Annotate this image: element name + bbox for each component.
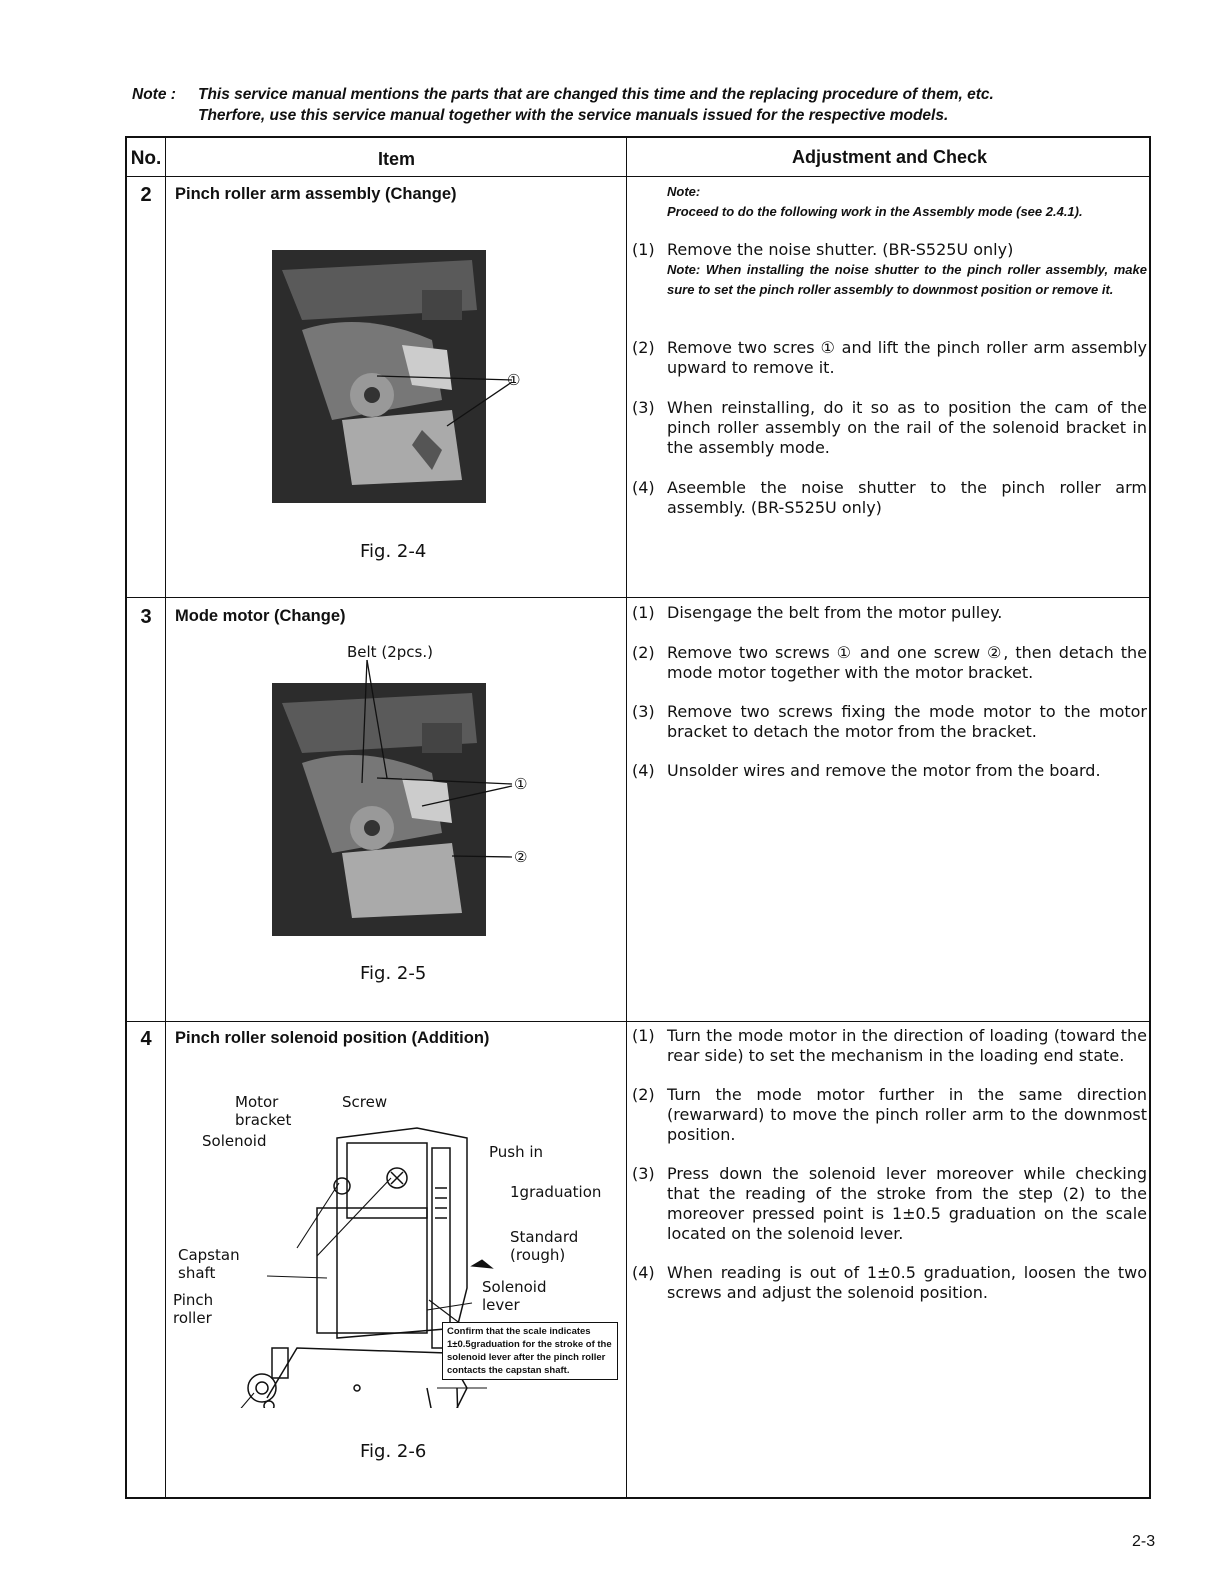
callout-lever: lever bbox=[482, 1296, 520, 1314]
divider-item bbox=[626, 138, 627, 1497]
step-text: Disengage the belt from the motor pulley. bbox=[667, 603, 1003, 622]
step-3 bbox=[632, 702, 1147, 742]
callout-solenoid: Solenoid bbox=[202, 1132, 267, 1150]
callout-bracket: bracket bbox=[235, 1111, 292, 1129]
callout-screw-1: ① bbox=[507, 371, 521, 389]
callout-capstan: Capstan bbox=[178, 1246, 240, 1264]
step-1 bbox=[632, 1026, 1147, 1066]
step-2 bbox=[632, 643, 1147, 683]
header-item: Item bbox=[377, 148, 415, 169]
leader-lines-fig-2-5 bbox=[342, 658, 542, 868]
step-number: (3) bbox=[632, 1164, 655, 1183]
header-divider bbox=[127, 176, 1149, 177]
callout-push-in: Push in bbox=[489, 1143, 544, 1161]
parts-table bbox=[125, 136, 1151, 1499]
note-label: Note : bbox=[132, 86, 176, 103]
callout-standard: Standard bbox=[510, 1228, 579, 1246]
callout-pinch: Pinch bbox=[173, 1291, 214, 1309]
callout-graduation: 1graduation bbox=[510, 1183, 602, 1201]
row-number: 2 bbox=[140, 184, 152, 206]
document-note bbox=[132, 84, 1152, 126]
page-number: 2-3 bbox=[1132, 1533, 1156, 1550]
step-text: Remove two scres ① and lift the pinch roller arm assembly upward to remove it. bbox=[667, 338, 1147, 377]
step-text: Aseemble the noise shutter to the pinch roller arm assembly. (BR-S525U only) bbox=[667, 478, 1147, 517]
assembly-note bbox=[667, 182, 1149, 222]
confirm-box: Confirm that the scale indicates 1±0.5graduation for the stroke of the solenoid lever after the pinch roller contacts the capstan shaft. bbox=[442, 1322, 618, 1380]
step-1 bbox=[632, 240, 1147, 300]
step-4 bbox=[632, 761, 1147, 781]
figure-caption: Fig. 2-6 bbox=[360, 1441, 427, 1462]
step-number: (2) bbox=[632, 643, 655, 662]
assembly-note-label: Note: bbox=[667, 184, 701, 199]
header-no: No. bbox=[130, 148, 162, 169]
step-text: Remove the noise shutter. (BR-S525U only) bbox=[667, 240, 1014, 259]
row-divider-3 bbox=[127, 597, 1149, 598]
step-2 bbox=[632, 1085, 1147, 1145]
row-number: 4 bbox=[140, 1028, 152, 1050]
figure-caption: Fig. 2-4 bbox=[360, 541, 427, 562]
step-number: (2) bbox=[632, 1085, 655, 1104]
step-number: (3) bbox=[632, 702, 655, 721]
assembly-note-text: Proceed to do the following work in the Assembly mode (see 2.4.1). bbox=[667, 204, 1083, 219]
callout-motor: Motor bbox=[235, 1093, 279, 1111]
step-text: Remove two screws fixing the mode motor to the motor bracket to detach the motor from the bracket. bbox=[667, 702, 1147, 741]
item-title: Pinch roller arm assembly (Change) bbox=[175, 185, 457, 203]
row-divider-4 bbox=[127, 1021, 1149, 1022]
callout-rough: (rough) bbox=[510, 1246, 566, 1264]
step-number: (1) bbox=[632, 603, 655, 622]
note-line-2: Therfore, use this service manual together with the service manuals issued for the respective models. bbox=[198, 107, 949, 124]
callout-shaft: shaft bbox=[178, 1264, 216, 1282]
step-3 bbox=[632, 398, 1147, 458]
step-text: Remove two screws ① and one screw ②, then detach the mode motor together with the motor bracket. bbox=[667, 643, 1147, 682]
item-title: Pinch roller solenoid position (Addition) bbox=[175, 1029, 490, 1047]
step-text: When reading is out of 1±0.5 graduation, loosen the two screws and adjust the solenoid position. bbox=[667, 1263, 1147, 1302]
step-number: (4) bbox=[632, 761, 655, 780]
step-text: Turn the mode motor further in the same direction (rewarward) to move the pinch roller arm to the downmost position. bbox=[667, 1085, 1147, 1144]
callout-screw-1: ① bbox=[514, 775, 528, 793]
note-line-1: This service manual mentions the parts that are changed this time and the replacing procedure of them, etc. bbox=[198, 86, 994, 103]
header-adjustment: Adjustment and Check bbox=[791, 146, 988, 167]
step-4 bbox=[632, 1263, 1147, 1303]
step-4 bbox=[632, 478, 1147, 518]
step-subnote: Note: When installing the noise shutter to the pinch roller assembly, make sure to set the pinch roller assembly to downmost position or remove it. bbox=[667, 262, 1147, 297]
step-text: When reinstalling, do it so as to position the cam of the pinch roller assembly on the rail of the solenoid bracket in the assembly mode. bbox=[667, 398, 1147, 457]
step-number: (2) bbox=[632, 338, 655, 357]
item-title: Mode motor (Change) bbox=[175, 607, 346, 625]
divider-no bbox=[165, 138, 166, 1497]
step-number: (4) bbox=[632, 478, 655, 497]
callout-belt: Belt (2pcs.) bbox=[347, 643, 433, 661]
step-text: Turn the mode motor in the direction of loading (toward the rear side) to set the mechanism in the loading end state. bbox=[667, 1026, 1147, 1065]
callout-solenoid-lever: Solenoid bbox=[482, 1278, 547, 1296]
step-text: Press down the solenoid lever moreover while checking that the reading of the stroke from the step (2) to the moreover pressed point is 1±0.5 graduation on the scale located on the solenoid lever. bbox=[667, 1164, 1147, 1243]
step-number: (3) bbox=[632, 398, 655, 417]
row-number: 3 bbox=[140, 606, 152, 628]
step-text: Unsolder wires and remove the motor from the board. bbox=[667, 761, 1101, 780]
step-3 bbox=[632, 1164, 1147, 1244]
callout-roller: roller bbox=[173, 1309, 212, 1327]
step-1 bbox=[632, 603, 1147, 623]
leader-lines-fig-2-4 bbox=[357, 366, 527, 446]
step-2 bbox=[632, 338, 1147, 378]
callout-screw: Screw bbox=[342, 1093, 388, 1111]
callout-screw-2: ② bbox=[514, 848, 528, 866]
figure-caption: Fig. 2-5 bbox=[360, 963, 427, 984]
step-number: (4) bbox=[632, 1263, 655, 1282]
step-number: (1) bbox=[632, 240, 655, 259]
step-number: (1) bbox=[632, 1026, 655, 1045]
